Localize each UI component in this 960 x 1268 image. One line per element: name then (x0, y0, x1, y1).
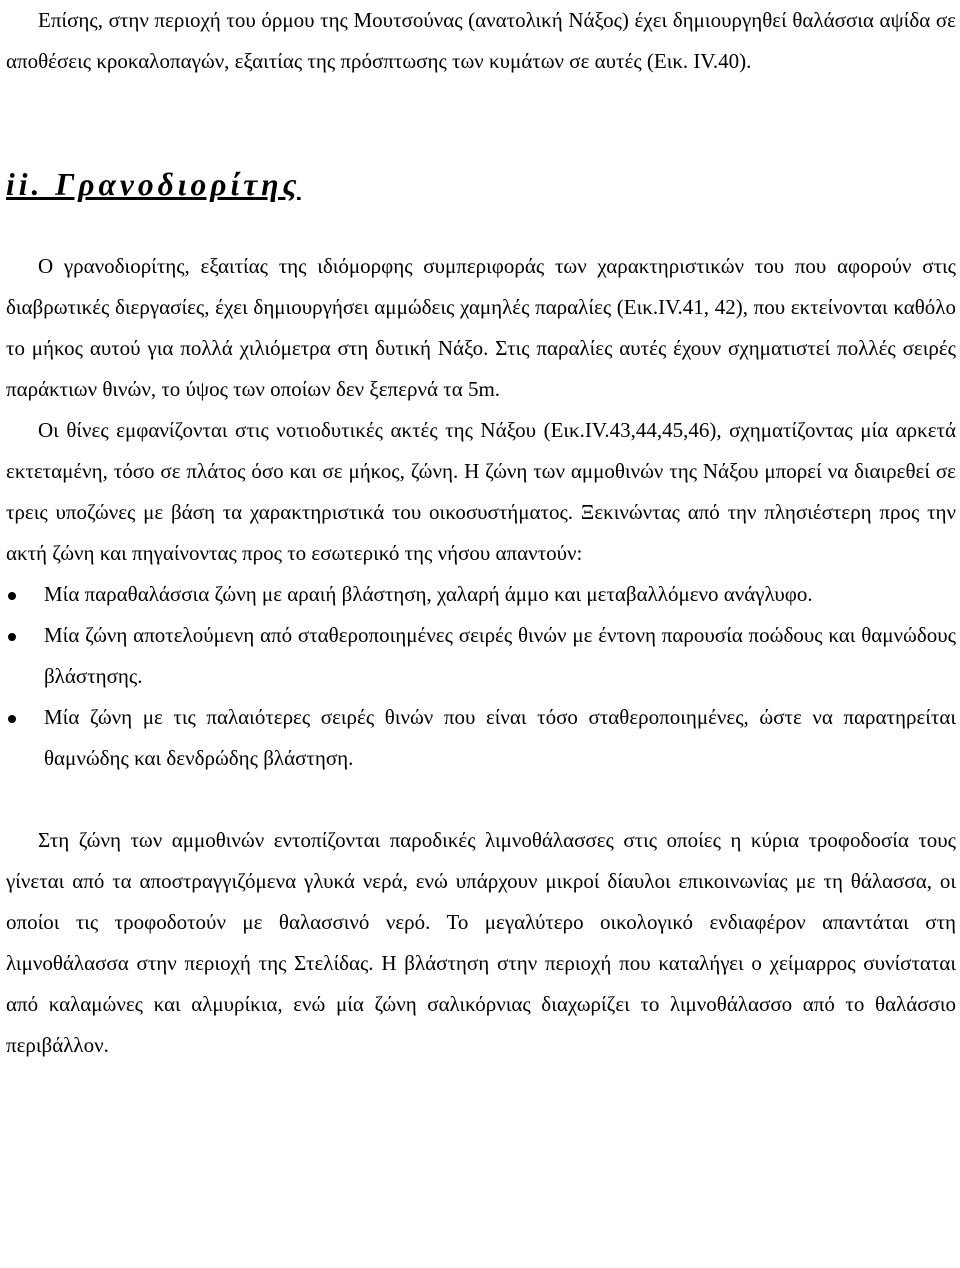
bullet-icon (8, 615, 28, 656)
bullet-icon (8, 574, 28, 615)
list-item-text: Μία ζώνη με τις παλαιότερες σειρές θινών που είναι τόσο σταθεροποιημένες, ώστε να παρατηρείται θαμνώδης και δενδρώδης βλάστηση. (44, 705, 956, 770)
list-item-text: Μία ζώνη αποτελούμενη από σταθεροποιημένες σειρές θινών με έντονη παρουσία ποώδους και θαμνώδους βλάστησης. (44, 623, 956, 688)
dune-zones-list (6, 574, 956, 779)
bullet-icon (8, 697, 28, 738)
intro-paragraph: Επίσης, στην περιοχή του όρμου της Μουτσούνας (ανατολική Νάξος) έχει δημιουργηθεί θαλάσσια αψίδα σε αποθέσεις κροκαλοπαγών, εξαιτίας της πρόσπτωσης των κυμάτων σε αυτές (Εικ. IV.40). (6, 8, 956, 73)
section-heading: ii. Γρανοδιορίτης (6, 167, 301, 202)
body-paragraph-dunes: Οι θίνες εμφανίζονται στις νοτιοδυτικές ακτές της Νάξου (Εικ.IV.43,44,45,46), σχηματίζοντας μία αρκετά εκτεταμένη, τόσο σε πλάτος όσο και σε μήκος, ζώνη. Η ζώνη των αμμοθινών της Νάξου μπορεί να διαιρεθεί σε τρεις υποζώνες με βάση τα χαρακτηριστικά του οικοσυστήματος. Ξεκινώντας από την πλησιέστερη προς την ακτή ζώνη και πηγαίνοντας προς το εσωτερικό της νήσου απαντούν: (6, 418, 956, 565)
document-page (6, 0, 956, 1066)
list-item (6, 615, 956, 697)
body-paragraph-granodiorite: Ο γρανοδιορίτης, εξαιτίας της ιδιόμορφης συμπεριφοράς των χαρακτηριστικών του που αφορούν στις διαβρωτικές διεργασίες, έχει δημιουργήσει αμμώδεις χαμηλές παραλίες (Εικ.IV.41, 42), που εκτείνονται καθόλο το μήκος αυτού για πολλά χιλιόμετρα στη δυτική Νάξο. Στις παραλίες αυτές έχουν σχηματιστεί πολλές σειρές παράκτιων θινών, το ύψος των οποίων δεν ξεπερνά τα 5m. (6, 254, 956, 401)
list-item-text: Μία παραθαλάσσια ζώνη με αραιή βλάστηση, χαλαρή άμμο και μεταβαλλόμενο ανάγλυφο. (44, 582, 813, 606)
list-item (6, 574, 956, 615)
list-item (6, 697, 956, 779)
body-paragraph-lagoons: Στη ζώνη των αμμοθινών εντοπίζονται παροδικές λιμνοθάλασσες στις οποίες η κύρια τροφοδοσία τους γίνεται από τα αποστραγγιζόμενα γλυκά νερά, ενώ υπάρχουν μικροί δίαυλοι επικοινωνίας με τη θάλασσα, οι οποίοι τις τροφοδοτούν με θαλασσινό νερό. Το μεγαλύτερο οικολογικό ενδιαφέρον απαντάται στη λιμνοθάλασσα στην περιοχή της Στελίδας. Η βλάστηση στην περιοχή που καταλήγει ο χείμαρρος συνίσταται από καλαμώνες και αλμυρίκια, ενώ μία ζώνη σαλικόρνιας διαχωρίζει το λιμνοθάλασσο από το θαλάσσιο περιβάλλον. (6, 828, 956, 1057)
